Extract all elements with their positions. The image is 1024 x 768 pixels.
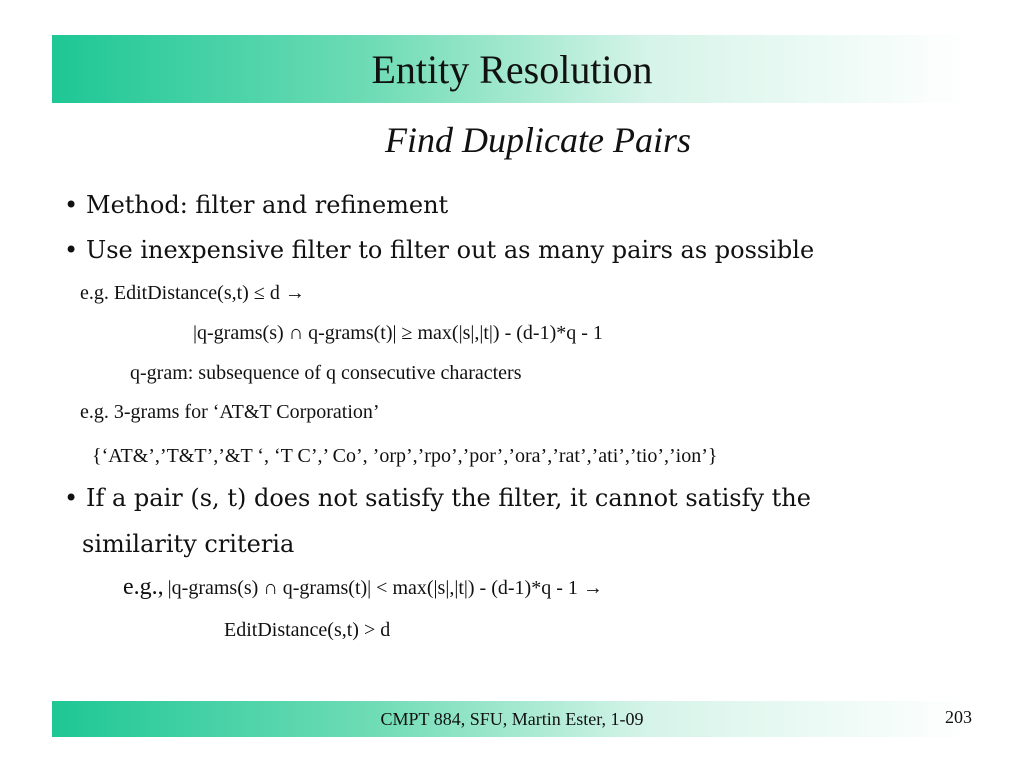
example-result: EditDistance(s,t) > d: [224, 619, 391, 641]
bullet-text: Method: filter and refinement: [86, 191, 449, 219]
bullet-item-filter-property: [64, 484, 811, 512]
bullet-marker: •: [64, 484, 79, 512]
footer-credit: CMPT 884, SFU, Martin Ester, 1-09: [380, 709, 644, 729]
page-number: 203: [945, 707, 972, 727]
example-edit-distance: e.g. EditDistance(s,t) ≤ d →: [80, 282, 305, 304]
example-3grams: e.g. 3-grams for ‘AT&T Corporation’: [80, 401, 380, 423]
bullet-text-continuation: similarity criteria: [82, 530, 295, 558]
bullet-marker: •: [64, 236, 79, 264]
3gram-set: {‘AT&’,’T&T’,’&T ‘, ‘T C’,’ Co’, ’orp’,’rpo’,’por’,’ora’,’rat’,’ati’,’tio’,’ion’}: [92, 445, 718, 467]
bullet-marker: •: [64, 191, 79, 219]
example-negative-filter: [123, 574, 603, 601]
bullet-item-inexpensive-filter: [64, 236, 814, 264]
bullet-text: If a pair (s, t) does not satisfy the filter, it cannot satisfy the: [86, 484, 811, 512]
slide-subtitle: Find Duplicate Pairs: [385, 120, 691, 160]
example-condition: |q-grams(s) ∩ q-grams(t)| < max(|s|,|t|) - (d-1)*q - 1 →: [167, 577, 603, 599]
bullet-text: Use inexpensive filter to filter out as many pairs as possible: [86, 236, 815, 264]
example-prefix: e.g.,: [123, 574, 164, 600]
slide-title: Entity Resolution: [371, 47, 653, 92]
qgram-count-condition: |q-grams(s) ∩ q-grams(t)| ≥ max(|s|,|t|) - (d-1)*q - 1: [193, 322, 603, 344]
bullet-item-method: [64, 191, 448, 219]
qgram-definition: q-gram: subsequence of q consecutive characters: [130, 362, 522, 384]
